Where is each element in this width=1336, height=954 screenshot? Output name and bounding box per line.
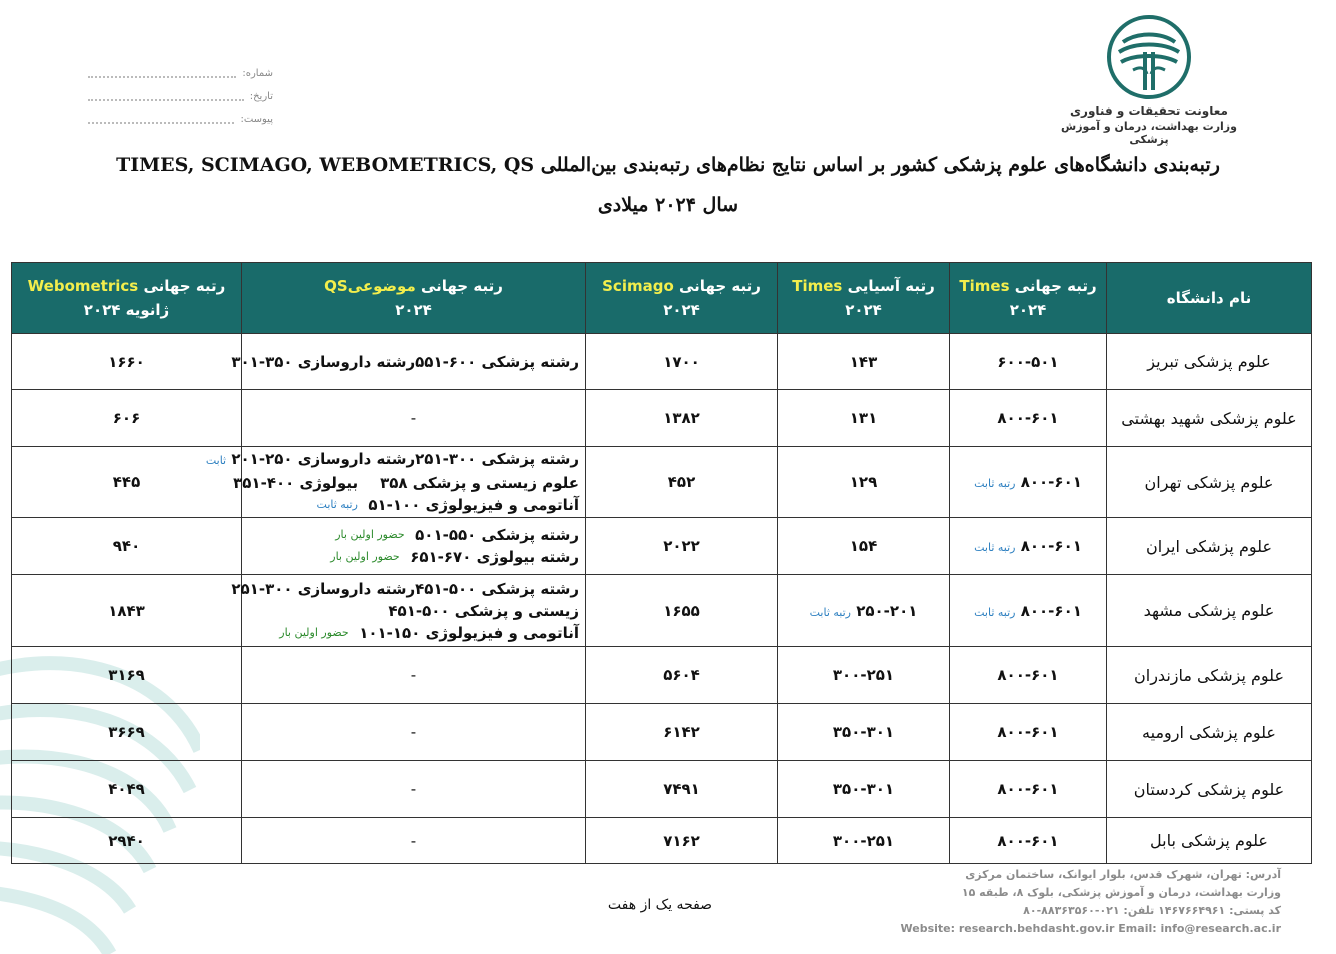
webometrics-cell: ۱۶۶۰	[12, 334, 242, 390]
attachment-label: پیوست:	[240, 114, 273, 125]
scimago-cell: ۱۶۵۵	[586, 575, 778, 647]
number-row	[88, 62, 273, 85]
table-header-row	[12, 263, 1312, 334]
times-world-cell: ۸۰۰-۶۰۱ رتبه ثابت	[950, 575, 1107, 647]
webometrics-cell: ۴۴۵	[12, 447, 242, 518]
times-asia-cell: ۲۵۰-۲۰۱ رتبه ثابت	[778, 575, 950, 647]
website-email: Website: research.behdasht.gov.ir Email: info@research.ac.ir	[900, 922, 1281, 935]
date-label: تاریخ:	[249, 91, 273, 102]
attachment-row	[88, 108, 273, 131]
date-dots	[88, 93, 244, 101]
times-asia-cell: ۱۲۹	[778, 447, 950, 518]
scimago-cell: ۷۴۹۱	[586, 761, 778, 818]
university-cell: علوم پزشکی مشهد	[1107, 575, 1312, 647]
qs-cell: رشته پزشکی ۶۰۰-۵۵۱ رشته داروسازی ۳۵۰-۳۰۱	[242, 334, 586, 390]
university-cell: علوم پزشکی بابل	[1107, 818, 1312, 864]
times-asia-cell: ۱۵۴	[778, 518, 950, 575]
webometrics-cell: ۱۸۴۳	[12, 575, 242, 647]
table-row	[12, 447, 1312, 518]
table-row	[12, 704, 1312, 761]
number-dots	[88, 70, 236, 78]
header-webometrics: رتبه جهانی Webometrics ژانویه ۲۰۲۴	[12, 263, 242, 334]
table-row	[12, 818, 1312, 864]
university-cell: علوم پزشکی مازندران	[1107, 647, 1312, 704]
times-asia-cell: ۳۰۰-۲۵۱	[778, 818, 950, 864]
qs-cell: -	[242, 704, 586, 761]
page-number: صفحه یک از هفت	[607, 897, 713, 913]
qs-cell: -	[242, 647, 586, 704]
header-university: نام دانشگاه	[1107, 263, 1312, 334]
scimago-cell: ۴۵۲	[586, 447, 778, 518]
tree-emblem-icon	[1103, 14, 1195, 100]
university-cell: علوم پزشکی تهران	[1107, 447, 1312, 518]
address-line2: وزارت بهداشت، درمان و آموزش پزشکی، بلوک ۸، طبقه ۱۵	[961, 886, 1281, 899]
times-world-cell: ۸۰۰-۶۰۱ رتبه ثابت	[950, 447, 1107, 518]
qs-cell: رشته پزشکی ۳۰۰-۲۵۱ رشته داروسازی ۲۵۰-۲۰۱ ثابت علوم زیستی و پزشکی ۳۵۸ بیولوژی ۴۰۰-۳۵۱ آناتومی و فیزیولوژی ۱۰۰-۵۱ رتبه ثابت	[242, 447, 586, 518]
times-asia-cell: ۳۵۰-۳۰۱	[778, 704, 950, 761]
university-cell: علوم پزشکی تبریز	[1107, 334, 1312, 390]
times-world-cell: ۸۰۰-۶۰۱	[950, 761, 1107, 818]
table-row	[12, 761, 1312, 818]
times-asia-cell: ۳۰۰-۲۵۱	[778, 647, 950, 704]
times-world-cell: ۸۰۰-۶۰۱	[950, 704, 1107, 761]
university-cell: علوم پزشکی ایران	[1107, 518, 1312, 575]
scimago-cell: ۱۷۰۰	[586, 334, 778, 390]
letter-meta	[88, 62, 273, 131]
ranking-table	[11, 262, 1312, 864]
webometrics-cell: ۹۴۰	[12, 518, 242, 575]
table-row	[12, 518, 1312, 575]
times-world-cell: ۶۰۰-۵۰۱	[950, 334, 1107, 390]
org-name-line1: معاونت تحقیقات و فناوری	[1070, 104, 1228, 118]
address-line1: آدرس: تهران، شهرک قدس، بلوار ایوانک، ساختمان مرکزی	[965, 868, 1281, 881]
times-world-cell: ۸۰۰-۶۰۱	[950, 647, 1107, 704]
webometrics-cell: ۳۶۶۹	[12, 704, 242, 761]
postal-phone: کد پستی: ۱۴۶۷۶۶۴۹۶۱ تلفن: ۰۲۱-۸۸۳۶۳۵۶۰-۸۰	[1023, 904, 1281, 917]
document-subtitle: سال ۲۰۲۴ میلادی	[597, 194, 739, 216]
scimago-cell: ۲۰۲۲	[586, 518, 778, 575]
qs-cell: رشته پزشکی ۵۵۰-۵۰۱ حضور اولین بار رشته بیولوژی ۶۷۰-۶۵۱ حضور اولین بار	[242, 518, 586, 575]
org-name-line2: وزارت بهداشت، درمان و آموزش پزشکی	[1061, 120, 1237, 146]
header-times-asia: رتبه آسیایی Times ۲۰۲۴	[778, 263, 950, 334]
times-asia-cell: ۱۳۱	[778, 390, 950, 447]
university-cell: علوم پزشکی ارومیه	[1107, 704, 1312, 761]
ministry-logo	[1044, 14, 1254, 146]
times-world-cell: ۸۰۰-۶۰۱	[950, 390, 1107, 447]
scimago-cell: ۷۱۶۲	[586, 818, 778, 864]
attachment-dots	[88, 116, 234, 124]
times-asia-cell: ۱۴۳	[778, 334, 950, 390]
university-cell: علوم پزشکی کردستان	[1107, 761, 1312, 818]
times-asia-cell: ۳۵۰-۳۰۱	[778, 761, 950, 818]
date-row	[88, 85, 273, 108]
university-cell: علوم پزشکی شهید بهشتی	[1107, 390, 1312, 447]
qs-cell: رشته پزشکی ۵۰۰-۴۵۱ رشته داروسازی ۳۰۰-۲۵۱ زیستی و پزشکی ۵۰۰-۴۵۱ آناتومی و فیزیولوژی ۱۵۰-۱۰۱ حضور اولین بار	[242, 575, 586, 647]
number-label: شماره:	[242, 68, 273, 79]
table-row	[12, 575, 1312, 647]
document-title: رتبه‌بندی دانشگاه‌های علوم پزشکی کشور بر اساس نتایج نظام‌های رتبه‌بندی بین‌المللی TIMES, SCIMAGO, WEBOMETRICS, QS	[116, 154, 1220, 176]
header-scimago: رتبه جهانی Scimago ۲۰۲۴	[586, 263, 778, 334]
table-row	[12, 334, 1312, 390]
webometrics-cell: ۶۰۶	[12, 390, 242, 447]
footer-contact	[881, 866, 1281, 938]
scimago-cell: ۱۳۸۲	[586, 390, 778, 447]
webometrics-cell: ۳۱۶۹	[12, 647, 242, 704]
header-qs: رتبه جهانی موضوعیQS ۲۰۲۴	[242, 263, 586, 334]
qs-cell: -	[242, 390, 586, 447]
scimago-cell: ۵۶۰۴	[586, 647, 778, 704]
webometrics-cell: ۴۰۴۹	[12, 761, 242, 818]
scimago-cell: ۶۱۴۲	[586, 704, 778, 761]
header-times-world: رتبه جهانی Times ۲۰۲۴	[950, 263, 1107, 334]
qs-cell: -	[242, 761, 586, 818]
times-world-cell: ۸۰۰-۶۰۱	[950, 818, 1107, 864]
webometrics-cell: ۲۹۴۰	[12, 818, 242, 864]
table-row	[12, 390, 1312, 447]
table-row	[12, 647, 1312, 704]
times-world-cell: ۸۰۰-۶۰۱ رتبه ثابت	[950, 518, 1107, 575]
qs-cell: -	[242, 818, 586, 864]
